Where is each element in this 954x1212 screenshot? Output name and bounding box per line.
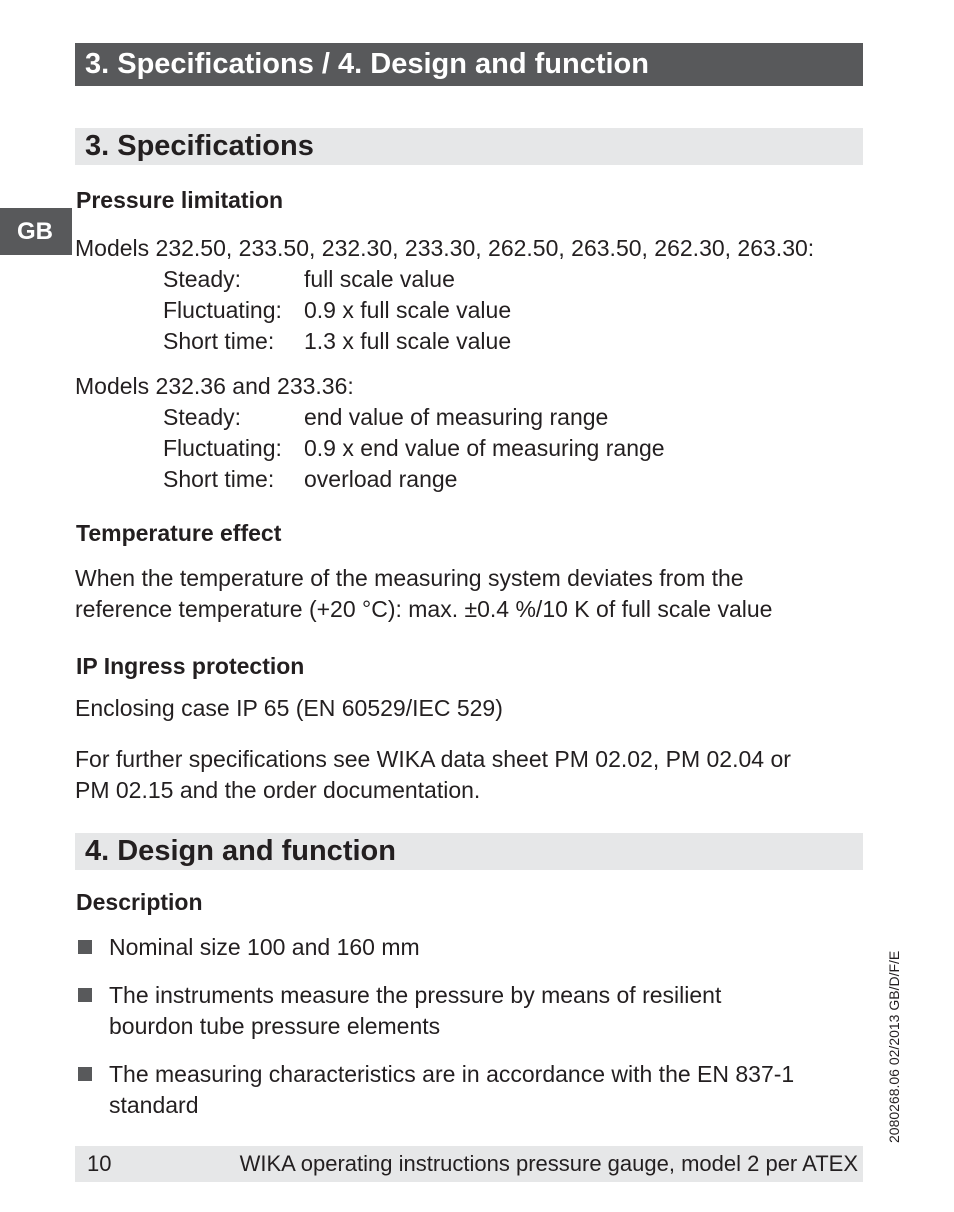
group1-row-fluctuating [163, 295, 511, 326]
section-heading-design-text: 4. Design and function [85, 835, 396, 867]
ip-protection-title: IP Ingress protection [76, 653, 305, 679]
bullet-square-icon [78, 988, 92, 1002]
ip-protection-text: Enclosing case IP 65 (EN 60529/IEC 529) [75, 695, 503, 721]
group2-row-steady-value: end value of measuring range [304, 404, 609, 430]
section-heading-design [75, 833, 863, 870]
language-tab [0, 208, 72, 255]
group1-row-steady [163, 264, 455, 295]
group2-row-fluctuating-label: Fluctuating: [163, 435, 282, 461]
description-title: Description [76, 889, 203, 915]
group2-row-fluctuating-value: 0.9 x end value of measuring range [304, 435, 665, 461]
group1-row-short-time [163, 326, 511, 357]
bullet-2-line1: The instruments measure the pressure by means of resilient [109, 982, 722, 1008]
group2-row-steady [163, 402, 608, 433]
group2-row-steady-label: Steady: [163, 404, 241, 430]
group1-row-short-time-value: 1.3 x full scale value [304, 328, 512, 354]
pressure-limitation-title: Pressure limitation [76, 187, 284, 213]
group1-row-fluctuating-value: 0.9 x full scale value [304, 297, 512, 323]
page-header-bar [75, 43, 863, 86]
group2-row-fluctuating [163, 433, 665, 464]
temperature-text-line2: reference temperature (+20 °C): max. ±0.4 %/10 K of full scale value [75, 596, 773, 622]
temperature-text-line1: When the temperature of the measuring system deviates from the [75, 565, 744, 591]
models-group1-text: Models 232.50, 233.50, 232.30, 233.30, 262.50, 263.50, 262.30, 263.30: [75, 235, 815, 261]
group1-row-steady-value: full scale value [304, 266, 455, 292]
bullet-3-line2: standard [109, 1092, 199, 1118]
bullet-1-line1: Nominal size 100 and 160 mm [109, 934, 420, 960]
page-number: 10 [87, 1151, 112, 1176]
group1-row-steady-label: Steady: [163, 266, 241, 292]
temperature-effect-title: Temperature effect [76, 520, 282, 546]
footer-text: WIKA operating instructions pressure gauge, model 2 per ATEX [239, 1151, 858, 1176]
page-footer [75, 1146, 863, 1182]
page-header-title: 3. Specifications / 4. Design and function [85, 48, 649, 80]
group2-row-short-time-label: Short time: [163, 466, 275, 492]
document-code-vertical: 2080268.06 02/2013 GB/D/F/E [886, 950, 902, 1143]
bullet-square-icon [78, 1067, 92, 1081]
bullet-3-line1: The measuring characteristics are in accordance with the EN 837-1 [109, 1061, 795, 1087]
further-specs-line1: For further specifications see WIKA data sheet PM 02.02, PM 02.04 or [75, 746, 791, 772]
section-heading-specifications-text: 3. Specifications [85, 130, 314, 162]
bullet-square-icon [78, 940, 92, 954]
group1-row-short-time-label: Short time: [163, 328, 275, 354]
bullet-2-line2: bourdon tube pressure elements [109, 1013, 441, 1039]
group2-row-short-time-value: overload range [304, 466, 458, 492]
section-heading-specifications [75, 128, 863, 165]
further-specs-line2: PM 02.15 and the order documentation. [75, 777, 481, 803]
group1-row-fluctuating-label: Fluctuating: [163, 297, 282, 323]
group2-row-short-time [163, 464, 457, 495]
models-group2-text: Models 232.36 and 233.36: [75, 373, 354, 399]
language-tab-label: GB [17, 218, 53, 245]
